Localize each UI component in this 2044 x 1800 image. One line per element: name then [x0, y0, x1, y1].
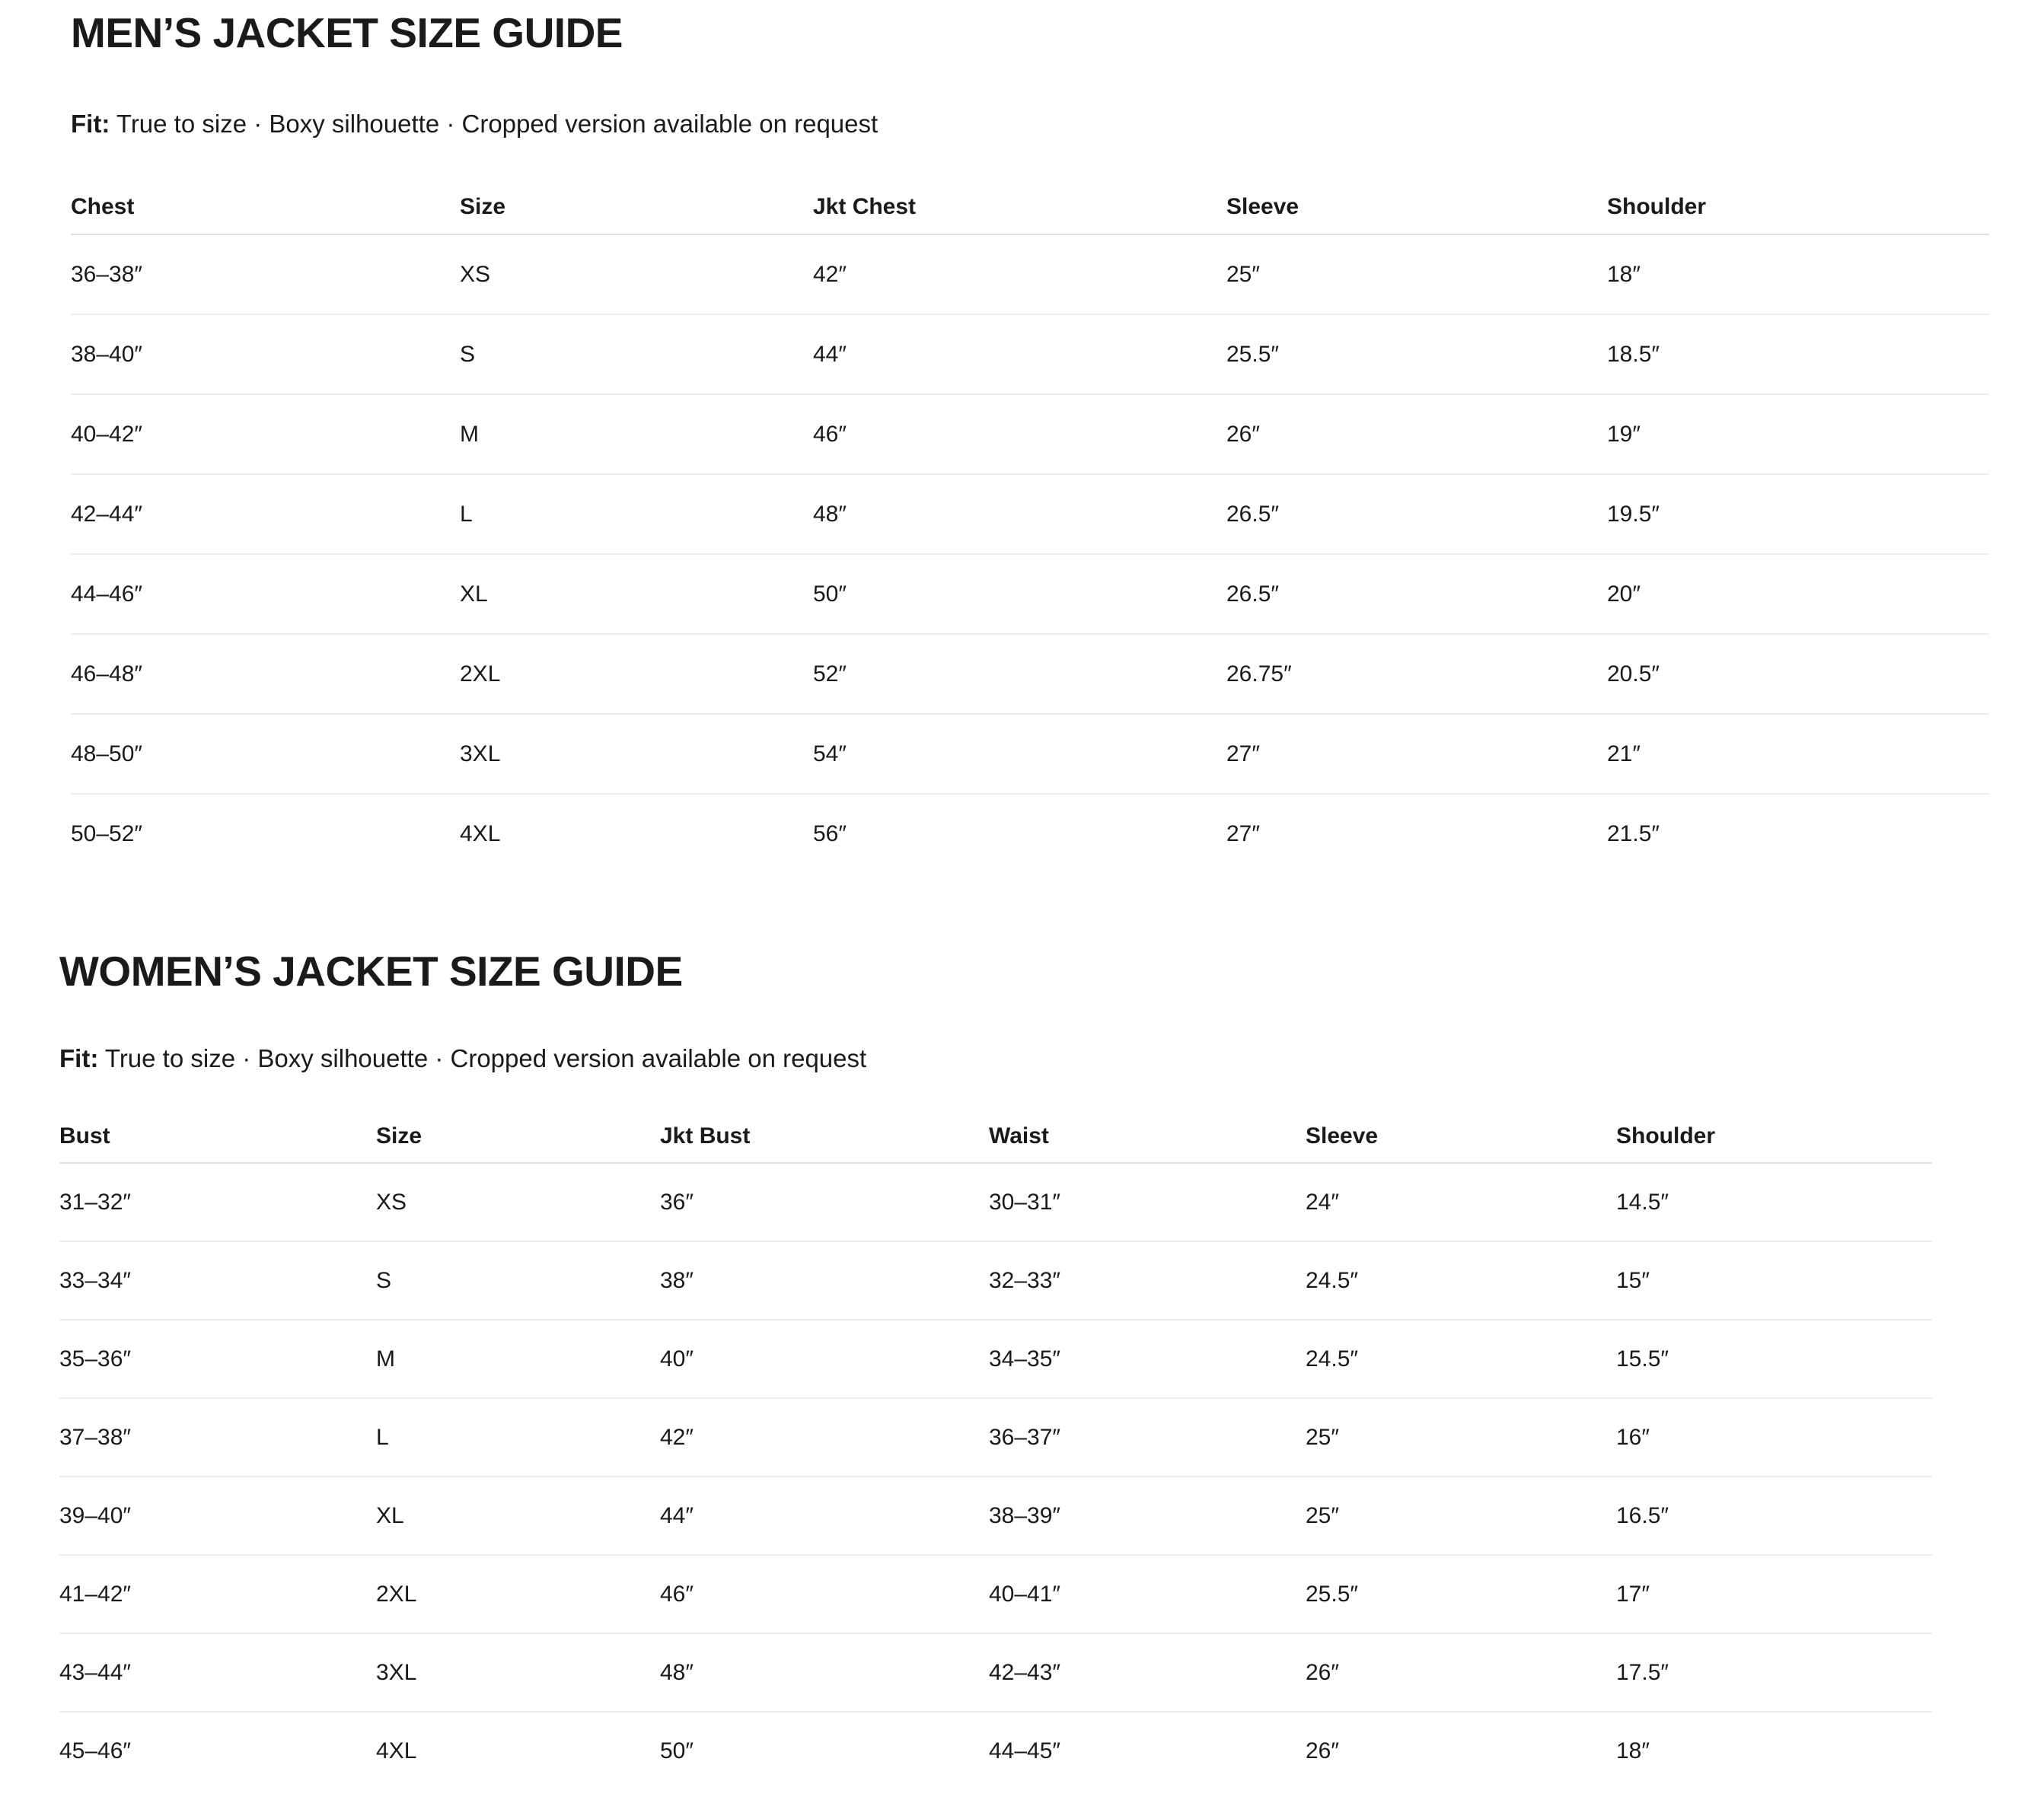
table-header-row: [71, 180, 1989, 234]
table-cell: 41–42″: [59, 1555, 376, 1633]
table-row: [71, 794, 1989, 873]
table-cell: 44″: [813, 314, 1226, 394]
table-cell: 4XL: [376, 1738, 417, 1763]
table-cell: 21″: [1607, 714, 1989, 794]
mens-size-table: [71, 180, 1989, 873]
table-cell: 50″: [660, 1738, 694, 1763]
table-cell: 16″: [1616, 1398, 1932, 1477]
column-header: Sleeve: [1306, 1110, 1616, 1163]
table-cell: 50–52″: [71, 820, 143, 846]
table-cell: 46–48″: [71, 634, 460, 714]
column-header: Shoulder: [1607, 180, 1989, 234]
table-cell: 35–36″: [59, 1320, 376, 1398]
table-cell: 17″: [1616, 1555, 1932, 1633]
table-cell: 26″: [1306, 1738, 1339, 1763]
table-cell: 48–50″: [71, 714, 460, 794]
table-cell: L: [460, 474, 813, 554]
table-row: [71, 554, 1989, 634]
table-cell: 27″: [1226, 820, 1260, 846]
womens-guide-title: WOMEN’S JACKET SIZE GUIDE: [59, 948, 683, 995]
table-cell: XS: [376, 1163, 660, 1241]
table-cell: 50″: [813, 554, 1226, 634]
table-header-row: [59, 1110, 1932, 1163]
table-cell: M: [376, 1320, 660, 1398]
table-cell: 33–34″: [59, 1241, 376, 1320]
column-header: Jkt Bust: [660, 1110, 989, 1163]
table-cell: XL: [376, 1477, 660, 1555]
table-cell: 2XL: [460, 634, 813, 714]
table-cell: 36″: [660, 1163, 989, 1241]
column-header: Shoulder: [1616, 1110, 1932, 1163]
table-cell: 24.5″: [1306, 1241, 1616, 1320]
table-row: [59, 1398, 1932, 1477]
table-cell: 21.5″: [1607, 820, 1660, 846]
table-cell: 26″: [1226, 394, 1607, 474]
table-cell: 40–42″: [71, 394, 460, 474]
table-cell: 38″: [660, 1241, 989, 1320]
table-row: [59, 1712, 1932, 1789]
womens-fit-text: True to size · Boxy silhouette · Cropped version available on request: [98, 1044, 867, 1072]
table-row: [59, 1320, 1932, 1398]
table-cell: 40″: [660, 1320, 989, 1398]
table-cell: 37–38″: [59, 1398, 376, 1477]
table-cell: 25″: [1306, 1398, 1616, 1477]
table-cell: XL: [460, 554, 813, 634]
table-row: [71, 314, 1989, 394]
table-cell: 44–45″: [989, 1738, 1061, 1763]
womens-size-guide: [59, 935, 1932, 1789]
table-cell: 42–44″: [71, 474, 460, 554]
table-cell: 24″: [1306, 1163, 1616, 1241]
table-cell: 34–35″: [989, 1320, 1306, 1398]
table-cell: 26.75″: [1226, 634, 1607, 714]
mens-fit-label: Fit:: [71, 110, 110, 138]
table-cell: 18.5″: [1607, 314, 1989, 394]
table-cell: 17.5″: [1616, 1633, 1932, 1712]
table-cell: 48″: [660, 1633, 989, 1712]
table-cell: 19″: [1607, 394, 1989, 474]
mens-fit-note: [71, 111, 1989, 136]
table-cell: 3XL: [376, 1633, 660, 1712]
table-row: [71, 394, 1989, 474]
table-cell: 32–33″: [989, 1241, 1306, 1320]
table-cell: 15″: [1616, 1241, 1932, 1320]
table-row: [59, 1555, 1932, 1633]
table-row: [59, 1241, 1932, 1320]
table-row: [59, 1477, 1932, 1555]
table-cell: 15.5″: [1616, 1320, 1932, 1398]
table-cell: 42″: [660, 1398, 989, 1477]
table-cell: S: [460, 314, 813, 394]
mens-size-guide: [71, 0, 1989, 873]
column-header: Sleeve: [1226, 180, 1607, 234]
womens-fit-label: Fit:: [59, 1044, 99, 1072]
table-cell: 46″: [813, 394, 1226, 474]
table-cell: 52″: [813, 634, 1226, 714]
table-cell: 2XL: [376, 1555, 660, 1633]
table-cell: 42–43″: [989, 1633, 1306, 1712]
mens-fit-text: True to size · Boxy silhouette · Cropped version available on request: [110, 110, 879, 138]
table-cell: 19.5″: [1607, 474, 1989, 554]
table-cell: 39–40″: [59, 1477, 376, 1555]
table-cell: 38–39″: [989, 1477, 1306, 1555]
table-row: [71, 474, 1989, 554]
mens-guide-title: MEN’S JACKET SIZE GUIDE: [71, 9, 623, 56]
table-row: [59, 1633, 1932, 1712]
table-cell: 26″: [1306, 1633, 1616, 1712]
table-cell: S: [376, 1241, 660, 1320]
column-header: Size: [460, 180, 813, 234]
table-row: [71, 234, 1989, 314]
table-cell: 26.5″: [1226, 474, 1607, 554]
table-cell: 38–40″: [71, 314, 460, 394]
table-cell: 20.5″: [1607, 634, 1989, 714]
table-cell: 45–46″: [59, 1738, 132, 1763]
table-cell: 4XL: [460, 820, 501, 846]
table-cell: 43–44″: [59, 1633, 376, 1712]
table-cell: 44–46″: [71, 554, 460, 634]
table-cell: 20″: [1607, 554, 1989, 634]
table-cell: 24.5″: [1306, 1320, 1616, 1398]
column-header: Size: [376, 1110, 660, 1163]
column-header: Waist: [989, 1110, 1306, 1163]
table-cell: 27″: [1226, 714, 1607, 794]
table-cell: 25″: [1306, 1477, 1616, 1555]
column-header: Jkt Chest: [813, 180, 1226, 234]
womens-size-table: [59, 1110, 1932, 1789]
table-row: [71, 714, 1989, 794]
table-cell: 26.5″: [1226, 554, 1607, 634]
table-cell: XS: [460, 234, 813, 314]
table-cell: M: [460, 394, 813, 474]
table-cell: 46″: [660, 1555, 989, 1633]
table-cell: 14.5″: [1616, 1163, 1932, 1241]
table-cell: 56″: [813, 820, 847, 846]
table-cell: 3XL: [460, 714, 813, 794]
table-cell: 36–38″: [71, 234, 460, 314]
womens-fit-note: [59, 1046, 1932, 1071]
table-cell: 40–41″: [989, 1555, 1306, 1633]
table-cell: 36–37″: [989, 1398, 1306, 1477]
column-header: Bust: [59, 1110, 376, 1163]
table-cell: 18″: [1607, 234, 1989, 314]
table-cell: 31–32″: [59, 1163, 376, 1241]
table-cell: 18″: [1616, 1738, 1650, 1763]
table-cell: 42″: [813, 234, 1226, 314]
table-cell: 25″: [1226, 234, 1607, 314]
table-cell: 44″: [660, 1477, 989, 1555]
table-cell: 30–31″: [989, 1163, 1306, 1241]
table-cell: 25.5″: [1306, 1555, 1616, 1633]
table-cell: 25.5″: [1226, 314, 1607, 394]
table-cell: 54″: [813, 714, 1226, 794]
table-cell: 16.5″: [1616, 1477, 1932, 1555]
table-cell: 48″: [813, 474, 1226, 554]
table-cell: L: [376, 1398, 660, 1477]
table-row: [59, 1163, 1932, 1241]
column-header: Chest: [71, 180, 460, 234]
table-row: [71, 634, 1989, 714]
